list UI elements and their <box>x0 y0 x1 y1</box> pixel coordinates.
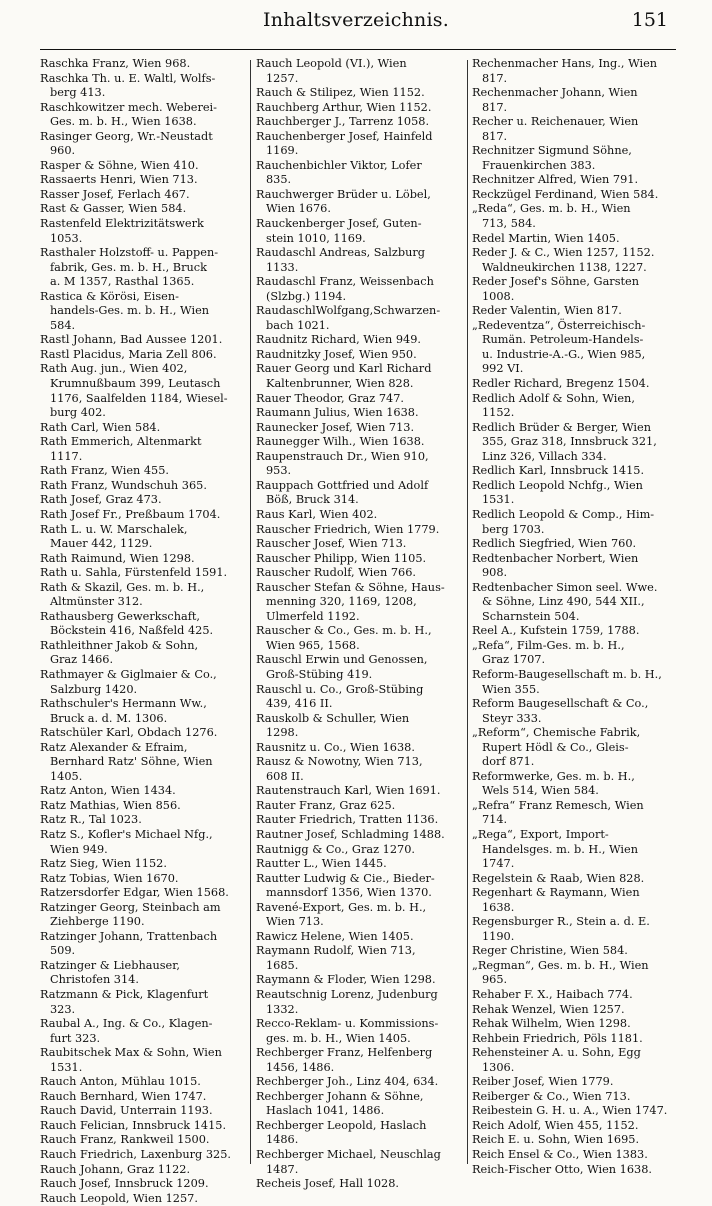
index-entry: Raubal A., Ing. & Co., Klagen- furt 323. <box>40 1017 213 1045</box>
index-entry: Rechberger Franz, Helfenberg 1456, 1486. <box>256 1046 433 1074</box>
index-entry: Rechnitzer Alfred, Wien 791. <box>472 173 639 187</box>
index-entry: „Reform“, Chemische Fabrik, Rupert Hödl & Co., Gleis- dorf 871. <box>472 726 641 769</box>
index-entry: Rath & Skazil, Ges. m. b. H., Altmünster 312. <box>40 580 205 609</box>
index-entry: Rautner Josef, Schladming 1488. <box>256 827 445 841</box>
index-entry: Ratzmann & Pick, Klagenfurt 323. <box>40 988 209 1016</box>
index-entry: Ratz Anton, Wien 1434. <box>40 784 176 798</box>
index-entry: Rasinger Georg, Wr.-Neustadt 960. <box>40 129 213 158</box>
index-entry: Rasser Josef, Ferlach 467. <box>40 187 190 201</box>
index-entry: Rauscher Philipp, Wien 1105. <box>256 551 427 565</box>
index-entry: Rath Aug. jun., Wien 402, Krumnußbaum 399, Leutasch 1176, Saalfelden 1184, Wiesel- burg 402. <box>40 362 228 420</box>
index-entry: Redlich Siegfried, Wien 760. <box>472 537 637 551</box>
index-entry: Raudnitzky Josef, Wien 950. <box>256 347 417 361</box>
index-entry: Rauch Leopold (VI.), Wien 1257. <box>256 57 407 85</box>
index-entry: Ratzinger & Liebhauser, Christofen 314. <box>40 958 180 987</box>
index-entry: „Refra“ Franz Remesch, Wien 714. <box>472 798 644 827</box>
index-entry: Rauschl u. Co., Groß-Stübing 439, 416 II. <box>256 682 424 711</box>
page-title: Inhaltsverzeichnis. <box>263 9 449 31</box>
index-entry: Rauch Leopold, Wien 1257. <box>40 1191 198 1205</box>
index-entry: Reich E. u. Sohn, Wien 1695. <box>472 1133 640 1147</box>
index-entry: Redlich Leopold Nchfg., Wien 1531. <box>472 478 643 507</box>
index-entry: Recher u. Reichenauer, Wien 817. <box>472 115 639 143</box>
index-entry: Raymann Rudolf, Wien 713, 1685. <box>256 944 416 972</box>
index-entry: Rath Josef Fr., Preßbaum 1704. <box>40 507 221 521</box>
index-entry: Rauscher & Co., Ges. m. b. H., Wien 965, 1568. <box>256 624 432 652</box>
index-entry: Rauschl Erwin und Genossen, Groß-Stübing 419. <box>256 653 428 681</box>
index-entry: Rauchenberger Josef, Hainfeld 1169. <box>256 129 433 158</box>
index-entry: Rechberger Leopold, Haslach 1486. <box>256 1118 427 1147</box>
index-entry: Rathmayer & Giglmaier & Co., Salzburg 1420. <box>40 667 217 696</box>
index-entry: Reder Josef's Söhne, Garsten 1008. <box>472 275 640 303</box>
index-entry: Rauch Anton, Mühlau 1015. <box>40 1075 201 1089</box>
index-entry: Rast & Gasser, Wien 584. <box>40 202 187 216</box>
index-entry: Reformwerke, Ges. m. b. H., Wels 514, Wien 584. <box>472 769 635 798</box>
index-entry: Rauch Bernhard, Wien 1747. <box>40 1089 207 1103</box>
index-entry: Recco-Reklam- u. Kommissions- ges. m. b. H., Wien 1405. <box>256 1017 439 1045</box>
index-entry: Rath Carl, Wien 584. <box>40 420 161 434</box>
index-entry: Raudnitz Richard, Wien 949. <box>256 333 421 347</box>
index-entry: Reautschnig Lorenz, Judenburg 1332. <box>256 988 438 1016</box>
index-entry: Rastl Placidus, Maria Zell 806. <box>40 347 217 361</box>
index-entry: Reich Ensel & Co., Wien 1383. <box>472 1148 648 1162</box>
index-entry: Raschka Th. u. E. Waltl, Wolfs- berg 413. <box>40 71 216 100</box>
index-entry: Reiberger & Co., Wien 713. <box>472 1089 631 1103</box>
index-entry: Rauscher Rudolf, Wien 766. <box>256 566 416 580</box>
index-entry: Ratz Tobias, Wien 1670. <box>40 871 179 885</box>
index-entry: Reich-Fischer Otto, Wien 1638. <box>472 1162 652 1176</box>
index-entry: Rauchberger J., Tarrenz 1058. <box>256 115 430 129</box>
index-entry: Rauscher Josef, Wien 713. <box>256 537 407 551</box>
index-entry: Ratz S., Kofler's Michael Nfg., Wien 949. <box>40 827 213 856</box>
index-entry: Rechberger Joh., Linz 404, 634. <box>256 1075 439 1089</box>
index-entry: Rassaerts Henri, Wien 713. <box>40 173 198 187</box>
page-header <box>0 0 712 50</box>
index-entry: Reel A., Kufstein 1759, 1788. <box>472 624 640 638</box>
index-entry: Rauch & Stilipez, Wien 1152. <box>256 86 425 100</box>
index-column-middle <box>256 57 463 1191</box>
index-entry: Ratzinger Johann, Trattenbach 509. <box>40 929 218 958</box>
index-entry: Raudaschl Andreas, Salzburg 1133. <box>256 246 425 274</box>
index-entry: „Reda“, Ges. m. b. H., Wien 713, 584. <box>472 202 631 231</box>
index-entry: Rehak Wilhelm, Wien 1298. <box>472 1017 631 1031</box>
index-entry: Rauskolb & Schuller, Wien 1298. <box>256 711 410 740</box>
index-entry: Rath Josef, Graz 473. <box>40 493 162 507</box>
index-entry: Rausz & Nowotny, Wien 713, 608 II. <box>256 755 423 783</box>
index-entry: Rauppach Gottfried und Adolf Böß, Bruck 314. <box>256 478 429 507</box>
index-entry: Rauchberg Arthur, Wien 1152. <box>256 100 432 114</box>
index-entry: Rauch Franz, Rankweil 1500. <box>40 1133 210 1147</box>
index-entry: Redtenbacher Simon seel. Wwe. & Söhne, Linz 490, 544 XII., Scharnstein 504. <box>472 580 658 623</box>
index-entry: Rauter Franz, Graz 625. <box>256 798 396 812</box>
index-entry: Rawicz Helene, Wien 1405. <box>256 929 414 943</box>
index-entry: Redtenbacher Norbert, Wien 908. <box>472 551 639 580</box>
index-entry: Rauscher Stefan & Söhne, Haus- menning 320, 1169, 1208, Ulmerfeld 1192. <box>256 580 445 623</box>
index-entry: Reger Christine, Wien 584. <box>472 944 628 958</box>
index-entry: Rath u. Sahla, Fürstenfeld 1591. <box>40 566 228 580</box>
header-rule <box>40 49 676 50</box>
index-column-left <box>40 57 245 1205</box>
index-entry: Rechenmacher Hans, Ing., Wien 817. <box>472 57 658 85</box>
index-entry: Redlich Adolf & Sohn, Wien, 1152. <box>472 391 635 420</box>
column-divider <box>250 60 251 1164</box>
index-entry: Rasper & Söhne, Wien 410. <box>40 158 199 172</box>
index-entry: Rechnitzer Sigmund Söhne, Frauenkirchen 383. <box>472 144 632 172</box>
index-entry: Rauchwerger Brüder u. Löbel, Wien 1676. <box>256 187 431 216</box>
index-entry: Rauch David, Unterrain 1193. <box>40 1104 213 1118</box>
index-entry: Rauter Friedrich, Tratten 1136. <box>256 813 439 827</box>
index-entry: Rastica & Körösi, Eisen- handels-Ges. m. b. H., Wien 584. <box>40 289 210 332</box>
index-entry: Rautenstrauch Karl, Wien 1691. <box>256 784 441 798</box>
index-entry: Rauch Josef, Innsbruck 1209. <box>40 1177 209 1191</box>
index-entry: Rautter L., Wien 1445. <box>256 857 387 871</box>
index-entry: Regensburger R., Stein a. d. E. 1190. <box>472 915 650 943</box>
index-entry: Raus Karl, Wien 402. <box>256 507 378 521</box>
index-entry: Rechberger Michael, Neuschlag 1487. <box>256 1148 441 1176</box>
index-entry: Ratz Sieg, Wien 1152. <box>40 857 167 871</box>
index-entry: Redler Richard, Bregenz 1504. <box>472 377 650 391</box>
index-entry: Rathausberg Gewerkschaft, Böckstein 416, Naßfeld 425. <box>40 609 214 638</box>
index-entry: Ravené-Export, Ges. m. b. H., Wien 713. <box>256 900 427 929</box>
index-column-right <box>472 57 677 1175</box>
index-entry: Raschkowitzer mech. Weberei- Ges. m. b. H., Wien 1638. <box>40 100 217 129</box>
index-entry: Rastl Johann, Bad Aussee 1201. <box>40 333 223 347</box>
index-entry: Rehensteiner A. u. Sohn, Egg 1306. <box>472 1046 641 1074</box>
index-entry: „Rega“, Export, Import- Handelsges. m. b. H., Wien 1747. <box>472 827 639 871</box>
index-entry: „Redeventza“, Österreichisch- Rumän. Petroleum-Handels- u. Industrie-A.-G., Wien 985, 992 VI. <box>472 318 646 376</box>
index-entry: Regenhart & Raymann, Wien 1638. <box>472 886 640 914</box>
index-entry: Rath Emmerich, Altenmarkt 1117. <box>40 435 202 463</box>
page-number: 151 <box>631 9 668 31</box>
index-entry: Raymann & Floder, Wien 1298. <box>256 973 436 987</box>
index-entry: Rastenfeld Elektrizitätswerk 1053. <box>40 217 204 245</box>
index-entry: Raumann Julius, Wien 1638. <box>256 406 419 420</box>
index-entry: Raschka Franz, Wien 968. <box>40 57 191 70</box>
index-entry: Redlich Brüder & Berger, Wien 355, Graz 318, Innsbruck 321, Linz 326, Villach 334. <box>472 420 657 463</box>
index-entry: Ratzinger Georg, Steinbach am Ziehberge 1190. <box>40 900 221 929</box>
index-entry: Regelstein & Raab, Wien 828. <box>472 871 645 885</box>
index-entry: Rechenmacher Johann, Wien 817. <box>472 86 638 114</box>
index-entry: Rath Franz, Wien 455. <box>40 464 170 478</box>
index-entry: Rath L. u. W. Marschalek, Mauer 442, 1129. <box>40 522 188 551</box>
index-entry: Raunecker Josef, Wien 713. <box>256 420 415 434</box>
index-entry: Rauchenbichler Viktor, Lofer 835. <box>256 158 422 187</box>
index-entry: Redlich Karl, Innsbruck 1415. <box>472 464 645 478</box>
index-entry: Rauch Felician, Innsbruck 1415. <box>40 1118 227 1132</box>
index-entry: Rechberger Johann & Söhne, Haslach 1041, 1486. <box>256 1089 424 1118</box>
index-entry: Reder Valentin, Wien 817. <box>472 304 622 318</box>
index-entry: Rehak Wenzel, Wien 1257. <box>472 1002 625 1016</box>
index-entry: Recheis Josef, Hall 1028. <box>256 1177 399 1191</box>
index-entry: Redlich Leopold & Comp., Him- berg 1703. <box>472 507 655 536</box>
index-entry: Ratz R., Tal 1023. <box>40 813 142 827</box>
index-entry: Reform-Baugesellschaft m. b. H., Wien 355. <box>472 667 662 696</box>
index-entry: Rausnitz u. Co., Wien 1638. <box>256 740 415 754</box>
index-entry: Rathschuler's Hermann Ww., Bruck a. d. M. 1306. <box>40 697 207 725</box>
index-entry: Rauch Friedrich, Laxenburg 325. <box>40 1148 231 1162</box>
index-entry: Raunegger Wilh., Wien 1638. <box>256 435 425 449</box>
index-entry: Rauer Georg und Karl Richard Kaltenbrunner, Wien 828. <box>256 362 432 391</box>
index-entry: Reder J. & C., Wien 1257, 1152. Waldneukirchen 1138, 1227. <box>472 246 655 274</box>
index-entry: Reform Baugesellschaft & Co., Steyr 333. <box>472 697 649 725</box>
index-entry: Rautnigg & Co., Graz 1270. <box>256 842 415 856</box>
index-entry: Rauckenberger Josef, Guten- stein 1010, 1169. <box>256 217 422 245</box>
index-entry: Redel Martin, Wien 1405. <box>472 231 620 245</box>
index-entry: Rauch Johann, Graz 1122. <box>40 1162 191 1176</box>
index-entry: Reiber Josef, Wien 1779. <box>472 1075 614 1089</box>
index-entry: Rehbein Friedrich, Pöls 1181. <box>472 1031 643 1045</box>
index-entry: Ratzersdorfer Edgar, Wien 1568. <box>40 886 229 900</box>
column-divider <box>467 60 468 1164</box>
index-entry: Rasthaler Holzstoff- u. Pappen- fabrik, Ges. m. b. H., Bruck a. M 1357, Rasthal 1365. <box>40 246 219 289</box>
index-entry: Rehaber F. X., Haibach 774. <box>472 988 633 1001</box>
index-entry: Rauscher Friedrich, Wien 1779. <box>256 522 440 536</box>
index-entry: Rautter Ludwig & Cie., Bieder- mannsdorf 1356, Wien 1370. <box>256 871 435 900</box>
index-entry: Ratschüler Karl, Obdach 1276. <box>40 726 218 740</box>
index-entry: Ratz Alexander & Efraim, Bernhard Ratz' Söhne, Wien 1405. <box>40 740 213 783</box>
index-entry: Reckzügel Ferdinand, Wien 584. <box>472 187 659 201</box>
index-entry: Raubitschek Max & Sohn, Wien 1531. <box>40 1046 222 1074</box>
index-entry: Raudaschl Franz, Weissenbach (Slzbg.) 1194. <box>256 275 434 303</box>
index-entry: „Refa“, Film-Ges. m. b. H., Graz 1707. <box>472 638 625 667</box>
index-entry: Reich Adolf, Wien 455, 1152. <box>472 1118 639 1132</box>
index-entry: Raupenstrauch Dr., Wien 910, 953. <box>256 449 429 478</box>
index-entry: RaudaschlWolfgang,Schwarzen- bach 1021. <box>256 304 441 332</box>
index-entry: Rauer Theodor, Graz 747. <box>256 391 404 405</box>
index-entry: „Regman“, Ges. m. b. H., Wien 965. <box>472 958 649 987</box>
index-entry: Ratz Mathias, Wien 856. <box>40 798 181 812</box>
index-entry: Rath Raimund, Wien 1298. <box>40 551 195 565</box>
index-entry: Rathleithner Jakob & Sohn, Graz 1466. <box>40 638 199 667</box>
index-entry: Rath Franz, Wundschuh 365. <box>40 478 207 492</box>
index-entry: Reibestein G. H. u. A., Wien 1747. <box>472 1104 668 1118</box>
